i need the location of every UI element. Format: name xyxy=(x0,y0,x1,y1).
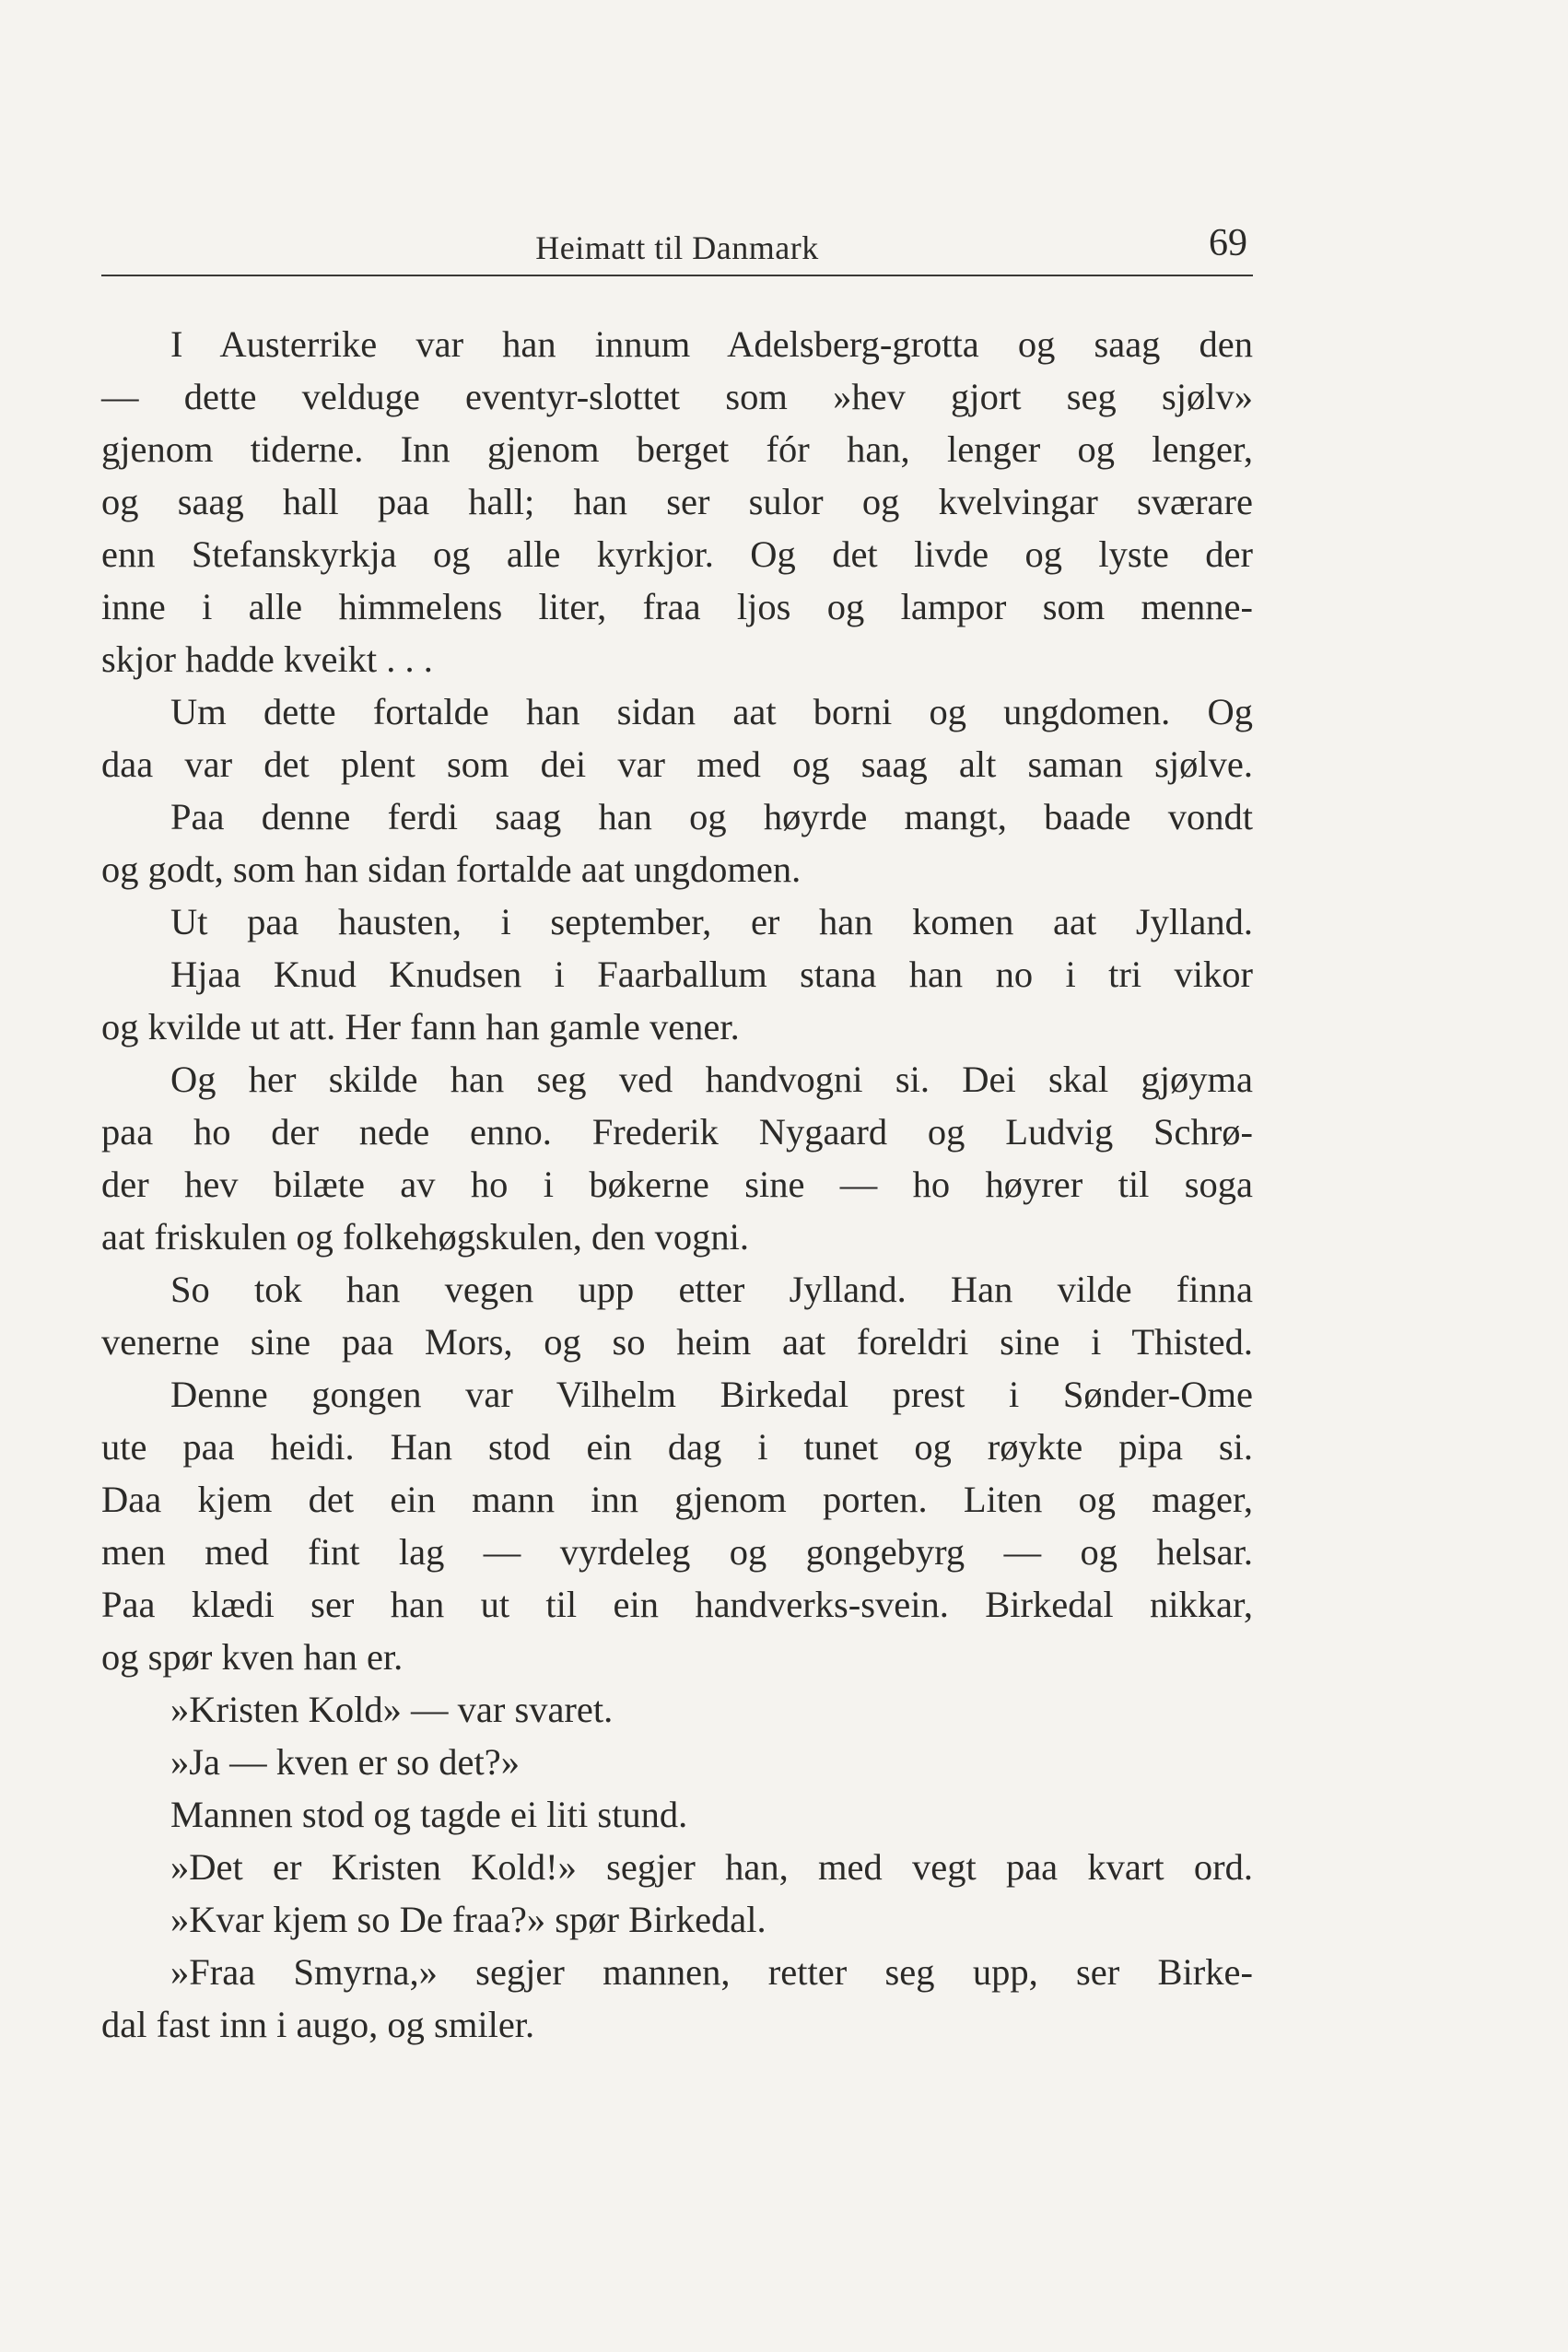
running-head xyxy=(101,221,1253,276)
header-rule xyxy=(101,275,1253,276)
text-line: inne i alle himmelens liter, fraa ljos og lampor som menne- xyxy=(101,586,1253,627)
text-line: Hjaa Knud Knudsen i Faarballum stana han no i tri vikor xyxy=(170,954,1253,995)
text-line: der hev bilæte av ho i bøkerne sine — ho høyrer til soga xyxy=(101,1164,1253,1205)
page-number: 69 xyxy=(1209,222,1247,264)
text-line: venerne sine paa Mors, og so heim aat foreldri sine i Thisted. xyxy=(101,1321,1253,1363)
text-line: gjenom tiderne. Inn gjenom berget fór han, lenger og lenger, xyxy=(101,428,1253,470)
text-line: Paa denne ferdi saag han og høyrde mangt, baade vondt xyxy=(170,796,1253,837)
text-line: »Fraa Smyrna,» segjer mannen, retter seg upp, ser Birke- xyxy=(170,1951,1253,1993)
text-line: og spør kven han er. xyxy=(101,1636,404,1678)
text-line: Um dette fortalde han sidan aat borni og ungdomen. Og xyxy=(170,691,1253,732)
text-line: men med fint lag — vyrdeleg og gongebyrg — og helsar. xyxy=(101,1531,1253,1573)
text-line: og kvilde ut att. Her fann han gamle vener. xyxy=(101,1006,740,1047)
running-title: Heimatt til Danmark xyxy=(535,229,819,266)
text-line: daa var det plent som dei var med og saag alt saman sjølve. xyxy=(101,743,1253,785)
text-line: paa ho der nede enno. Frederik Nygaard og Ludvig Schrø- xyxy=(101,1111,1253,1153)
text-line: — dette velduge eventyr-slottet som »hev gjort seg sjølv» xyxy=(101,376,1253,417)
text-line: enn Stefanskyrkja og alle kyrkjor. Og det livde og lyste der xyxy=(101,533,1253,575)
text-line: Ut paa hausten, i september, er han komen aat Jylland. xyxy=(170,901,1253,942)
text-line: »Kvar kjem so De fraa?» spør Birkedal. xyxy=(170,1899,766,1940)
text-line: Denne gongen var Vilhelm Birkedal prest i Sønder-Ome xyxy=(170,1374,1253,1415)
text-line: og saag hall paa hall; han ser sulor og kvelvingar sværare xyxy=(101,481,1253,522)
text-line: I Austerrike var han innum Adelsberg-grotta og saag den xyxy=(170,323,1253,365)
text-line: »Det er Kristen Kold!» segjer han, med vegt paa kvart ord. xyxy=(170,1846,1253,1888)
body-text xyxy=(101,318,1253,2051)
text-line: skjor hadde kveikt . . . xyxy=(101,638,433,680)
text-line: aat friskulen og folkehøgskulen, den vogni. xyxy=(101,1216,749,1258)
text-line: dal fast inn i augo, og smiler. xyxy=(101,2004,535,2045)
text-line: »Kristen Kold» — var svaret. xyxy=(170,1689,614,1730)
text-line: Mannen stod og tagde ei liti stund. xyxy=(170,1794,688,1835)
text-line: Og her skilde han seg ved handvogni si. Dei skal gjøyma xyxy=(170,1059,1253,1100)
text-line: Daa kjem det ein mann inn gjenom porten. Liten og mager, xyxy=(101,1479,1253,1520)
text-line: So tok han vegen upp etter Jylland. Han vilde finna xyxy=(170,1269,1253,1310)
text-line: og godt, som han sidan fortalde aat ungdomen. xyxy=(101,848,802,890)
text-line: ute paa heidi. Han stod ein dag i tunet og røykte pipa si. xyxy=(101,1426,1253,1468)
text-line: »Ja — kven er so det?» xyxy=(170,1741,521,1783)
text-line: Paa klædi ser han ut til ein handverks-svein. Birkedal nikkar, xyxy=(101,1584,1253,1625)
